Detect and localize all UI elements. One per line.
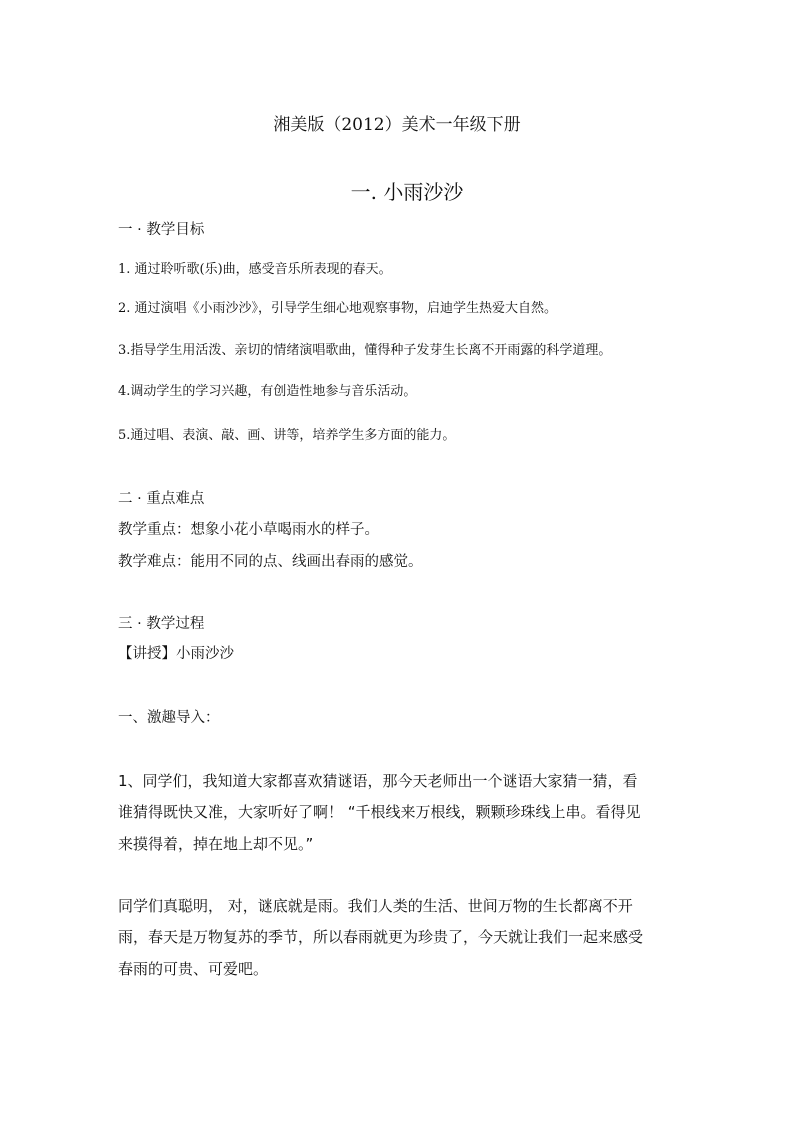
paragraph-line: 谁猜得既快又准，大家听好了啊！ “千根线来万根线，颗颗珍珠线上串。看得见 [118, 803, 641, 821]
section-heading-objectives: 一 · 教学目标 [118, 222, 205, 238]
difficulty-text: 教学难点：能用不同的点、线画出春雨的感觉。 [118, 554, 423, 570]
paragraph-line: 雨，春天是万物复苏的季节，所以春雨就更为珍贵了，今天就让我们一起来感受 [118, 928, 644, 946]
objective-item: 2. 通过演唱《小雨沙沙》，引导学生细心地观察事物，启迪学生热爱大自然。 [118, 301, 558, 316]
objective-item: 5.通过唱、表演、敲、画、讲等，培养学生多方面的能力。 [118, 428, 456, 443]
lecture-label: 【讲授】小雨沙沙 [118, 646, 234, 662]
paragraph-line: 来摸得着，掉在地上却不见。” [118, 835, 314, 853]
section-heading-key-points: 二 · 重点难点 [118, 491, 205, 507]
key-point-text: 教学重点：想象小花小草喝雨水的样子。 [118, 522, 379, 538]
paragraph-line: 1、同学们，我知道大家都喜欢猜谜语，那今天老师出一个谜语大家猜一猜，看 [118, 772, 638, 790]
document-title: 湘美版（2012）美术一年级下册 [273, 115, 521, 135]
paragraph-line: 春雨的可贵、可爱吧。 [118, 960, 269, 978]
chapter-title: 一. 小雨沙沙 [350, 180, 464, 204]
intro-heading: 一、激趣导入： [118, 710, 220, 726]
section-heading-process: 三 · 教学过程 [118, 616, 205, 632]
objective-item: 1. 通过聆听歌(乐)曲，感受音乐所表现的春天。 [118, 262, 392, 277]
objective-item: 4.调动学生的学习兴趣，有创造性地参与音乐活动。 [118, 384, 417, 399]
objective-item: 3.指导学生用活泼、亲切的情绪演唱歌曲，懂得种子发芽生长离不开雨露的科学道理。 [118, 343, 612, 358]
paragraph-line: 同学们真聪明， 对，谜底就是雨。我们人类的生活、世间万物的生长都离不开 [118, 897, 633, 915]
